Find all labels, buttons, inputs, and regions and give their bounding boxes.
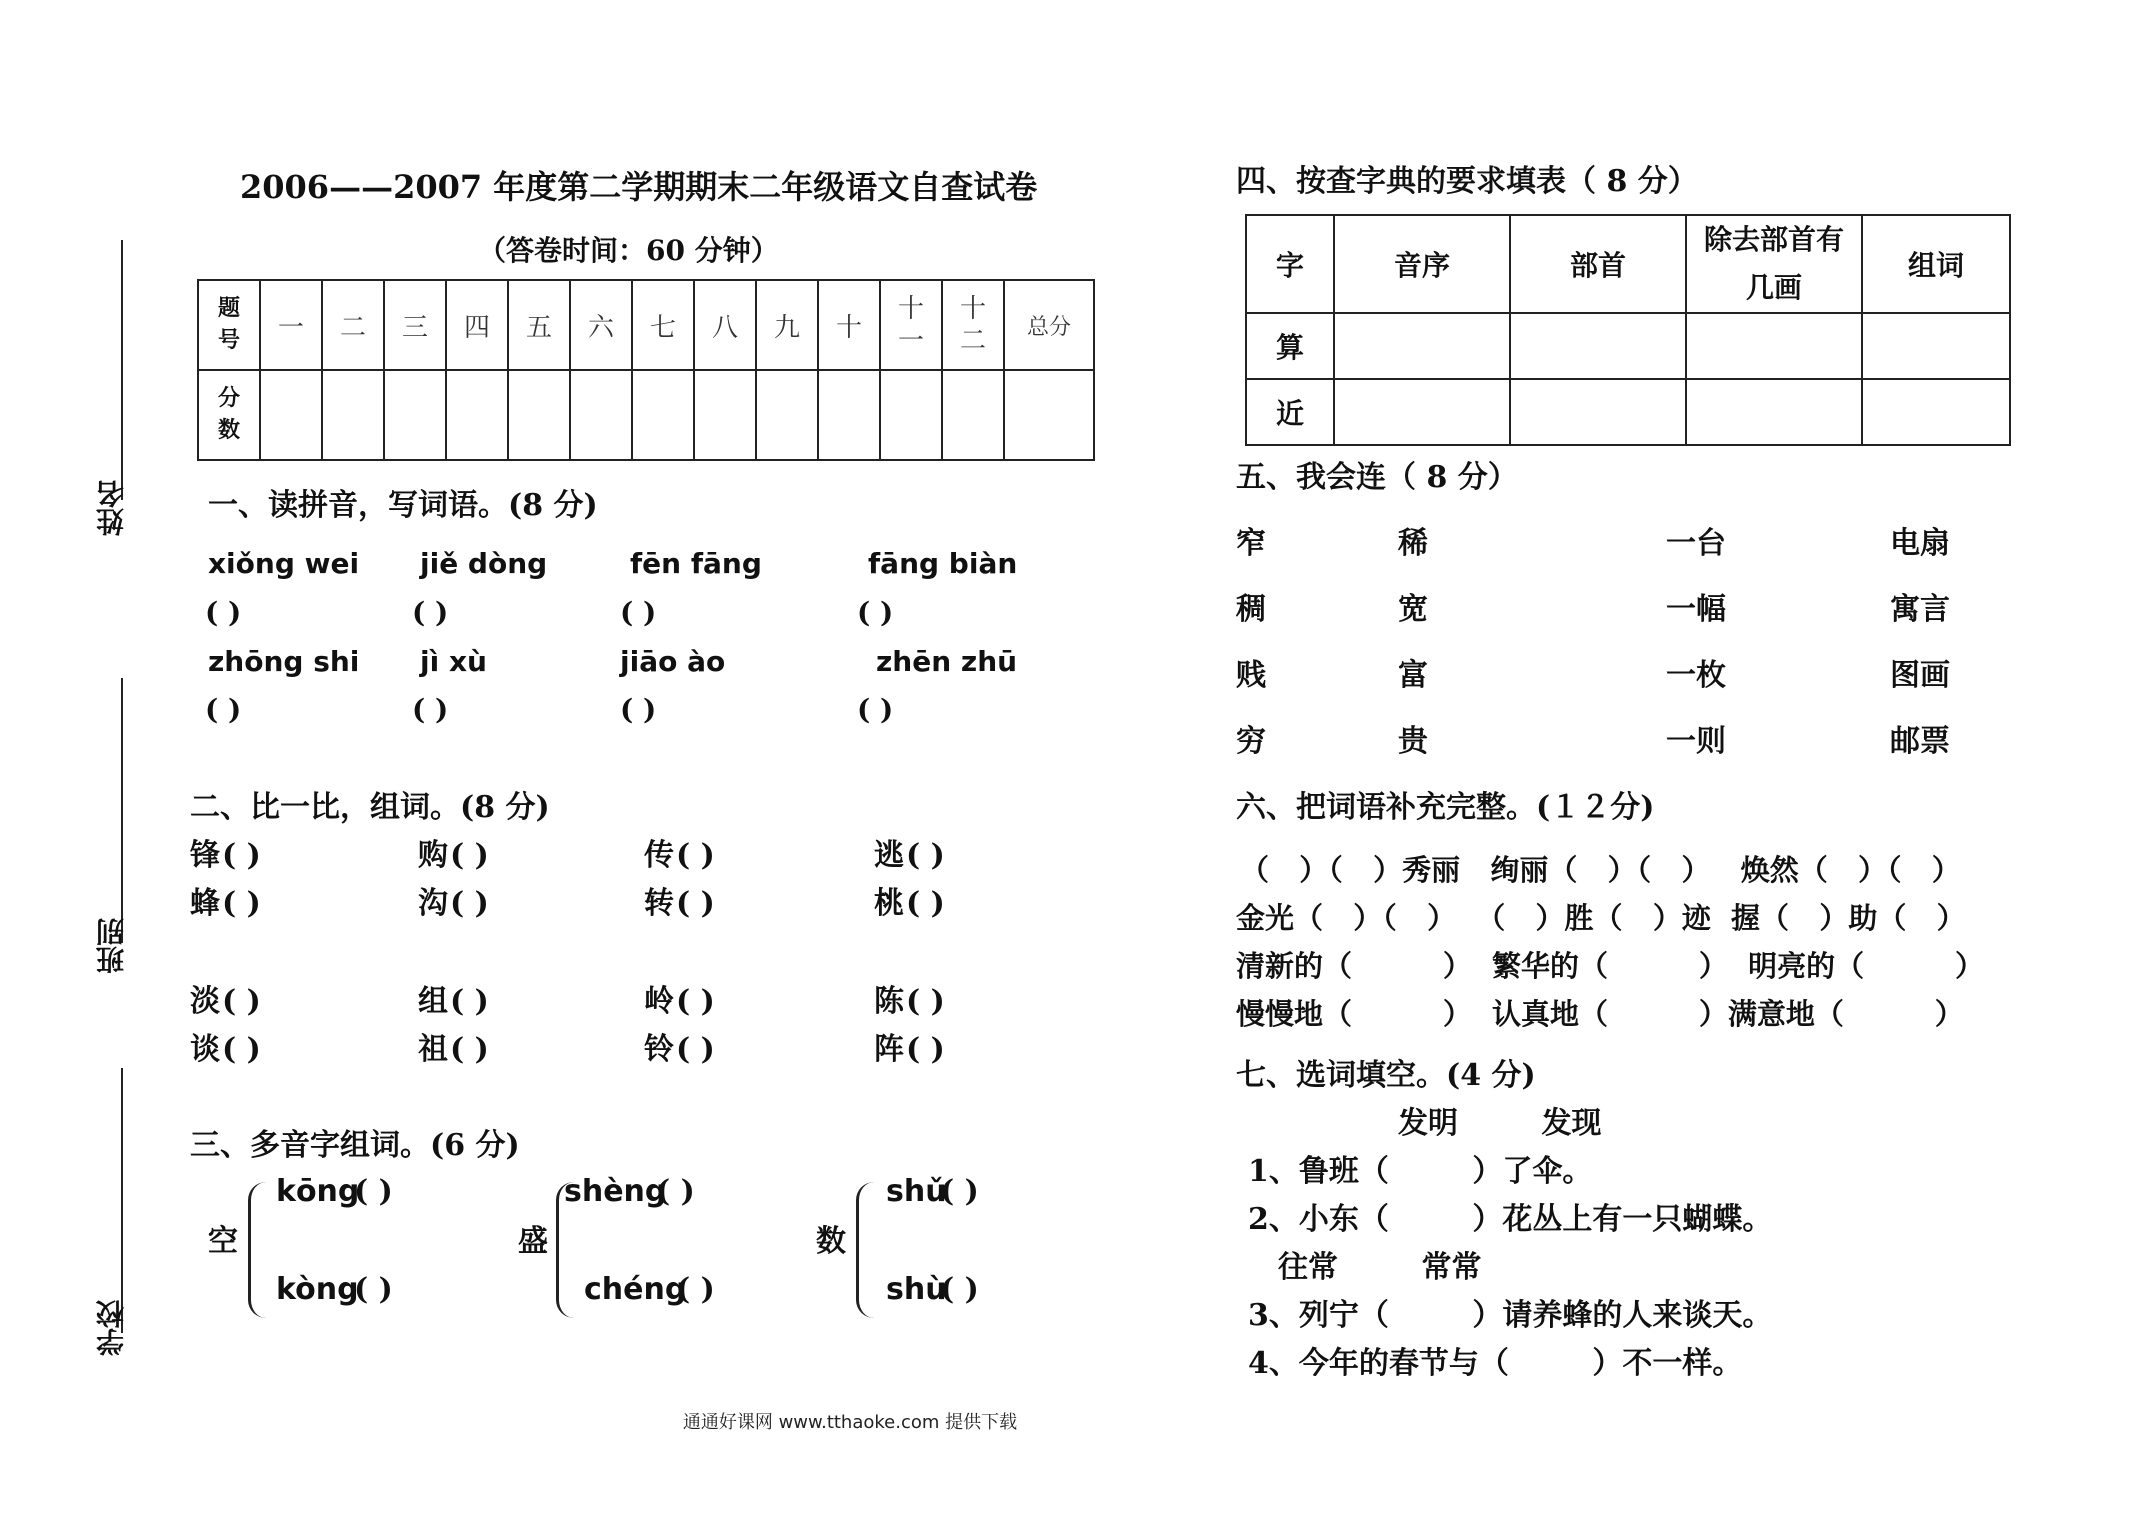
q6-line[interactable]: （ ）（ ）秀丽 绚丽（ ）（ ） 焕然（ ）（ ） [1240,853,1961,887]
q3-pinyin: kōng [276,1174,360,1209]
q5-word: 图画 [1890,658,1950,693]
score-value-row [198,370,1094,460]
q3-blank[interactable]: ( ) [676,1272,715,1307]
dict-cell[interactable] [1862,379,2010,445]
q6-line[interactable]: 金光（ ）（ ） （ ）胜（ ）迹 握（ ）助（ ） [1236,901,1966,935]
score-col: 一 [260,280,322,370]
score-col: 三 [384,280,446,370]
score-header-row [198,280,1094,370]
q7-item[interactable]: 3、列宁（ ）请养蜂的人来谈天。 [1248,1298,1773,1333]
school-label: 学校 [95,1300,128,1356]
q1-pinyin: jiě dòng [420,547,548,580]
q5-word: 稀 [1398,526,1428,561]
q2-char: 谈 [190,1032,220,1067]
q5-word: 富 [1398,658,1428,693]
dict-cell[interactable] [1686,379,1862,445]
q3-char: 盛 [518,1224,548,1259]
q5-word: 邮票 [1890,724,1950,759]
q2-char: 组 [418,984,448,1019]
dict-cell[interactable] [1862,313,2010,379]
q5-word: 一幅 [1666,592,1726,627]
q1-blank[interactable]: ( ) [412,693,449,726]
q5-word: 稠 [1236,592,1266,627]
q2-blank[interactable]: ( ) [450,1032,489,1067]
score-col: 四 [446,280,508,370]
q1-blank[interactable]: ( ) [205,596,242,629]
q3-blank[interactable]: ( ) [656,1174,695,1209]
score-col: 八 [694,280,756,370]
dict-char: 近 [1246,379,1334,445]
score-col: 五 [508,280,570,370]
dict-header: 字 [1246,215,1334,313]
score-cell[interactable] [446,370,508,460]
dict-cell[interactable] [1334,379,1510,445]
q7-item[interactable]: 2、小东（ ）花丛上有一只蝴蝶。 [1248,1202,1773,1237]
score-cell[interactable] [942,370,1004,460]
q7-item[interactable]: 1、鲁班（ ）了伞。 [1248,1154,1593,1189]
q2-char: 祖 [418,1032,448,1067]
score-cell[interactable] [694,370,756,460]
dict-char: 算 [1246,313,1334,379]
dict-cell[interactable] [1510,313,1686,379]
score-cell[interactable] [384,370,446,460]
q6-title: 六、把词语补充完整。(１２分) [1236,790,1655,825]
page-subtitle: （答卷时间：60 分钟） [478,234,779,267]
q2-blank[interactable]: ( ) [450,838,489,873]
q7-choices: 往常 常常 [1278,1250,1482,1285]
q1-pinyin: xiǒng wei [208,547,360,580]
q5-word: 穷 [1236,724,1266,759]
dict-header-row [1246,215,2010,313]
score-cell-total[interactable] [1004,370,1094,460]
dict-cell[interactable] [1510,379,1686,445]
score-col: 十二 [942,280,1004,370]
q1-pinyin: fēn fāng [630,547,762,580]
q2-blank[interactable]: ( ) [676,886,715,921]
q6-line[interactable]: 慢慢地（ ） 认真地（ ）满意地（ ） [1236,997,1964,1031]
q2-char: 传 [644,838,674,873]
q1-pinyin: zhōng shi [208,645,360,678]
q2-char: 陈 [874,984,904,1019]
score-col: 九 [756,280,818,370]
q2-title: 二、比一比，组词。(8 分) [190,790,550,825]
q5-word: 窄 [1236,526,1266,561]
score-col: 六 [570,280,632,370]
q2-char: 阵 [874,1032,904,1067]
dict-row [1246,313,2010,379]
score-header-label: 题号 [198,280,260,370]
dictionary-table [1245,214,2011,446]
q2-blank[interactable]: ( ) [906,886,945,921]
score-value-label: 分数 [198,370,260,460]
q2-char: 淡 [190,984,220,1019]
q2-blank[interactable]: ( ) [906,1032,945,1067]
q3-pinyin: shù [886,1272,947,1307]
q3-brace [856,1182,877,1318]
dict-header: 组词 [1862,215,2010,313]
footer-credit: 通通好课网 www.tthaoke.com 提供下载 [682,1412,1018,1433]
q2-char: 锋 [190,838,220,873]
q5-word: 贵 [1398,724,1428,759]
score-cell[interactable] [570,370,632,460]
q2-blank[interactable]: ( ) [676,984,715,1019]
dict-header: 除去部首有几画 [1686,215,1862,313]
q3-blank[interactable]: ( ) [940,1174,979,1209]
q2-blank[interactable]: ( ) [906,984,945,1019]
q2-blank[interactable]: ( ) [222,1032,261,1067]
q5-title: 五、我会连（ 8 分） [1236,460,1518,495]
score-cell[interactable] [880,370,942,460]
q1-blank[interactable]: ( ) [857,693,894,726]
score-col: 十 [818,280,880,370]
q3-pinyin: kòng [276,1272,359,1307]
q2-blank[interactable]: ( ) [450,886,489,921]
dict-cell[interactable] [1334,313,1510,379]
q2-blank[interactable]: ( ) [450,984,489,1019]
score-col: 二 [322,280,384,370]
q3-brace [248,1182,269,1318]
score-cell[interactable] [632,370,694,460]
q2-blank[interactable]: ( ) [676,1032,715,1067]
q6-line[interactable]: 清新的（ ） 繁华的（ ） 明亮的（ ） [1236,949,1984,983]
name-label: 姓名 [95,480,128,536]
q2-blank[interactable]: ( ) [906,838,945,873]
score-cell[interactable] [508,370,570,460]
q1-pinyin: jì xù [420,645,487,678]
q3-pinyin: shèng [564,1174,667,1209]
score-table [197,279,1095,461]
q2-char: 沟 [418,886,448,921]
q1-pinyin: jiāo ào [620,645,726,678]
q3-pinyin: shǔ [886,1174,947,1209]
score-cell[interactable] [756,370,818,460]
q4-title: 四、按查字典的要求填表（ 8 分） [1236,164,1698,199]
q2-char: 桃 [874,886,904,921]
q3-char: 数 [816,1224,846,1259]
q2-char: 转 [644,886,674,921]
dict-header: 部首 [1510,215,1686,313]
dict-row [1246,379,2010,445]
q5-word: 电扇 [1890,526,1950,561]
q7-choices: 发明 发现 [1398,1106,1602,1141]
q5-word: 一台 [1666,526,1726,561]
q3-blank[interactable]: ( ) [354,1272,393,1307]
q1-title: 一、读拼音，写词语。(8 分) [208,488,598,523]
school-line [121,1068,123,1333]
q3-blank[interactable]: ( ) [940,1272,979,1307]
score-col-total: 总分 [1004,280,1094,370]
page-title: 2006——2007 年度第二学期期末二年级语文自查试卷 [240,168,1038,206]
q1-blank[interactable]: ( ) [412,596,449,629]
q1-blank[interactable]: ( ) [857,596,894,629]
q3-pinyin: chéng [584,1272,687,1307]
q7-item[interactable]: 4、今年的春节与（ ）不一样。 [1248,1346,1743,1381]
q2-blank[interactable]: ( ) [222,984,261,1019]
q1-blank[interactable]: ( ) [620,693,657,726]
dict-header: 音序 [1334,215,1510,313]
q5-word: 一则 [1666,724,1726,759]
q7-title: 七、选词填空。(4 分) [1236,1058,1536,1093]
q5-word: 一枚 [1666,658,1726,693]
q5-word: 寓言 [1890,592,1950,627]
q1-blank[interactable]: ( ) [205,693,242,726]
q2-blank[interactable]: ( ) [676,838,715,873]
q3-blank[interactable]: ( ) [354,1174,393,1209]
score-col: 十一 [880,280,942,370]
score-cell[interactable] [260,370,322,460]
q2-char: 购 [418,838,448,873]
q5-word: 宽 [1398,592,1428,627]
q2-char: 岭 [644,984,674,1019]
q2-char: 逃 [874,838,904,873]
q2-char: 铃 [644,1032,674,1067]
q5-word: 贱 [1236,658,1266,693]
q1-pinyin: fāng biàn [868,547,1018,580]
name-line [121,240,123,500]
q1-pinyin: zhēn zhū [876,645,1018,678]
dict-cell[interactable] [1686,313,1862,379]
score-cell[interactable] [322,370,384,460]
q3-char: 空 [208,1224,238,1259]
score-cell[interactable] [818,370,880,460]
q2-char: 蜂 [190,886,220,921]
q1-blank[interactable]: ( ) [620,596,657,629]
class-label: 班别 [95,918,128,974]
q2-blank[interactable]: ( ) [222,838,261,873]
score-col: 七 [632,280,694,370]
q3-title: 三、多音字组词。(6 分) [190,1128,520,1163]
q2-blank[interactable]: ( ) [222,886,261,921]
class-line [121,678,123,943]
